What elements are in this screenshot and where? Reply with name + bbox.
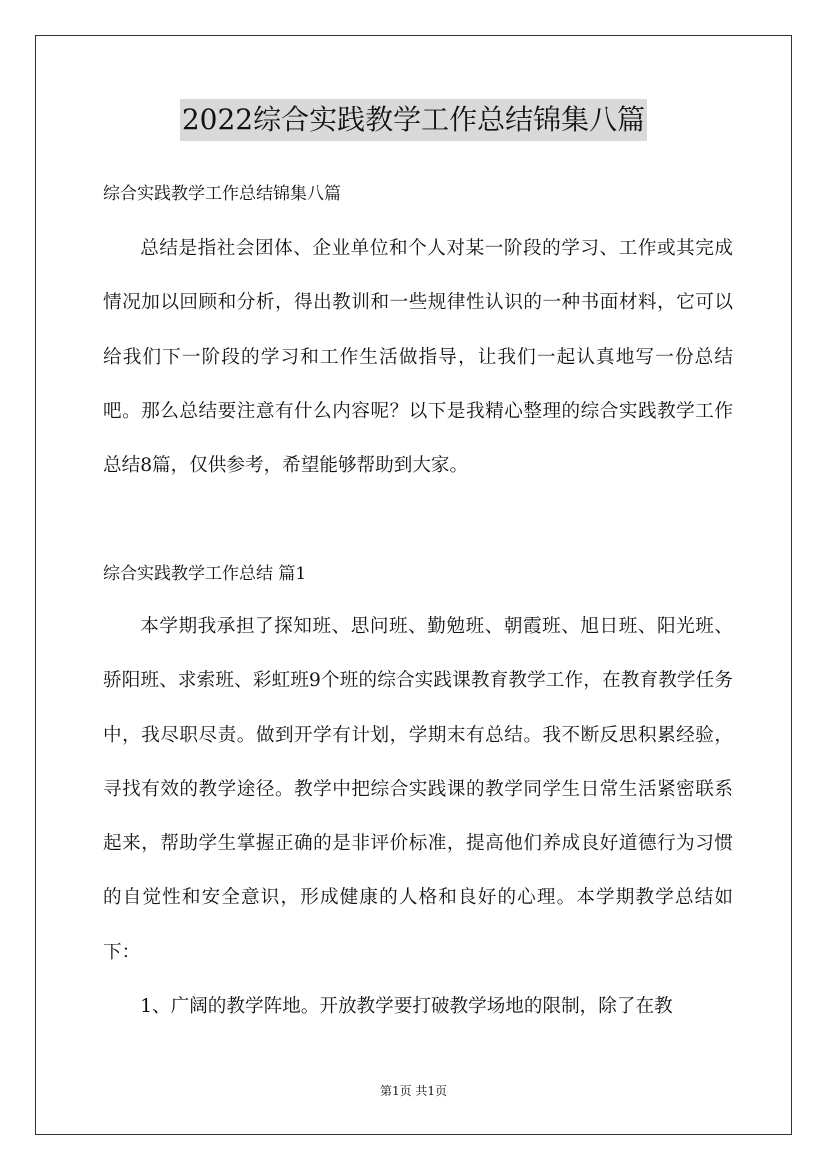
intro-paragraph: 总结是指社会团体、企业单位和个人对某一阶段的学习、工作或其完成情况加以回顾和分析，得出教训和一些规律性认识的一种书面材料，它可以给我们下一阶段的学习和工作生活做指导，让我们一起认真地写一份总结吧。那么总结要注意有什么内容呢？以下是我精心整理的综合实践教学工作总结8篇，仅供参考，希望能够帮助到大家。: [103, 238, 733, 477]
document-title: 2022综合实践教学工作总结锦集八篇: [180, 99, 647, 141]
title-container: [0, 99, 827, 141]
document-subtitle: 综合实践教学工作总结锦集八篇: [103, 184, 341, 204]
item-paragraph: 1、广阔的教学阵地。开放教学要打破教学场地的限制，除了在教: [140, 996, 673, 1017]
section-heading: 综合实践教学工作总结 篇1: [103, 564, 307, 584]
section-paragraph: 本学期我承担了探知班、思问班、勤勉班、朝霞班、旭日班、阳光班、骄阳班、求索班、彩虹班9个班的综合实践课教育教学工作，在教育教学任务中，我尽职尽责。做到开学有计划，学期末有总结。我不断反思积累经验，寻找有效的教学途径。教学中把综合实践课的教学同学生日常生活紧密联系起来，帮助学生掌握正确的是非评价标准，提高他们养成良好道德行为习惯的自觉性和安全意识，形成健康的人格和良好的心理。本学期教学总结如下：: [103, 616, 733, 963]
page-footer: 第1页 共1页: [379, 1084, 448, 1098]
